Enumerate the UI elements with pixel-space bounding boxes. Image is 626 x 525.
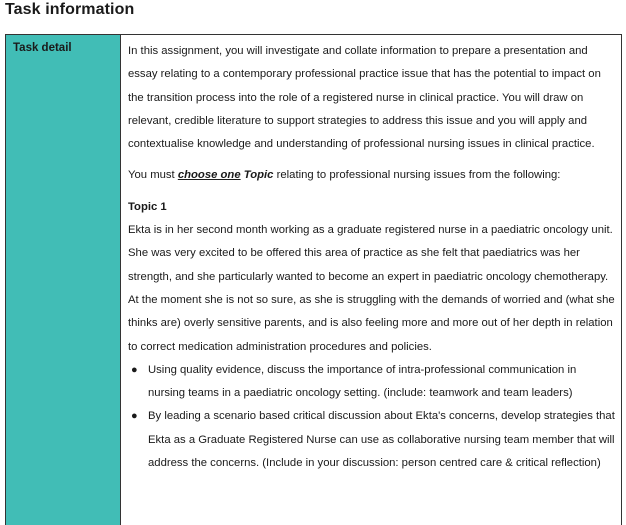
topic-scenario: Ekta is in her second month working as a graduate registered nurse in a paediatric oncology unit. She was very excited to be offered this area of practice as she felt that paediatrics was her strength, and she particularly wanted to become an expert in paediatric oncology chemotherapy. At the moment she is not so sure, as she is struggling with the demands of worried and (what she thinks are) overly sensitive parents, and is also feeling more and more out of her depth in relation to correct medication administration procedures and policies. bbox=[128, 224, 615, 353]
bullet-icon: ● bbox=[131, 410, 138, 423]
list-item bbox=[128, 405, 616, 475]
task-table bbox=[5, 34, 622, 525]
bullet-text: Using quality evidence, discuss the importance of intra-professional communication in nursing teams in a paediatric oncology setting. (include: teamwork and team leaders) bbox=[148, 363, 577, 400]
topic-title: Topic 1 bbox=[128, 200, 167, 213]
task-detail-content bbox=[128, 40, 616, 475]
topic-bullet-list bbox=[128, 359, 616, 475]
instruction-pre: You must bbox=[128, 169, 178, 182]
task-detail-label-cell bbox=[6, 35, 121, 525]
instruction-paragraph bbox=[128, 164, 616, 187]
instruction-choose-one: choose one bbox=[177, 169, 241, 182]
intro-paragraph: In this assignment, you will investigate and collate information to prepare a presentation and essay relating to a contemporary professional practice issue that has the potential to impact on the transition process into the role of a registered nurse in clinical practice. You will draw on relevant, credible literature to support strategies to address this issue and you will apply and contextualise knowledge and understanding of professional nursing issues in clinical practice. bbox=[128, 45, 601, 151]
task-detail-label: Task detail bbox=[13, 42, 72, 54]
list-item bbox=[128, 359, 616, 406]
instruction-post: relating to professional nursing issues from the following: bbox=[273, 169, 561, 182]
instruction-topic-word: Topic bbox=[243, 169, 274, 182]
page-title: Task information bbox=[5, 1, 135, 18]
bullet-icon: ● bbox=[131, 363, 138, 376]
bullet-text: By leading a scenario based critical discussion about Ekta's concerns, develop strategies that Ekta as a Graduate Registered Nurse can use as collaborative nursing team member that will address the concerns. (Include in your discussion: person centred care & critical reflection) bbox=[148, 410, 615, 470]
